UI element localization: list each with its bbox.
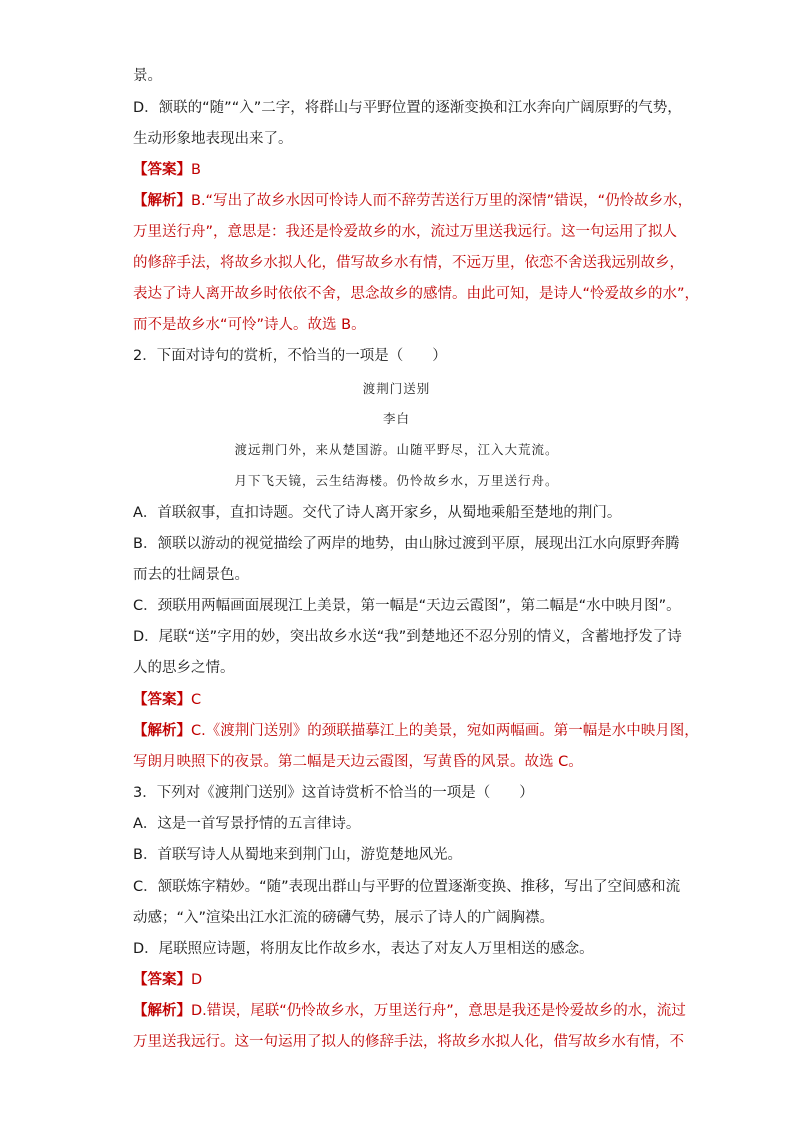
- q1-explanation-line2: 万里送行舟”，意思是：我还是怜爱故乡的水，流过万里送我远行。这一句运用了拟人: [133, 224, 678, 240]
- answer-value: C: [191, 692, 202, 708]
- q1-continuation: 景。: [133, 68, 162, 84]
- poem-line-1: 渡远荆门外，来从楚国游。山随平野尽，江入大荒流。: [234, 442, 559, 457]
- explanation-text: C.《渡荆门送别》的颈联描摹江上的美景，宛如两幅画。第一幅是水中映月图，: [191, 723, 699, 739]
- poem-line-2: 月下飞天镜，云生结海楼。仍怜故乡水，万里送行舟。: [234, 473, 559, 488]
- q3-explanation-line1: [133, 1001, 686, 1021]
- poem-title: 渡荆门送别: [362, 381, 431, 396]
- q2-stem: 2．下面对诗句的赏析，不恰当的一项是（ ）: [133, 348, 447, 364]
- answer-value: B: [191, 162, 201, 178]
- q2-option-d-line2: 人的思乡之情。: [133, 660, 235, 676]
- q1-option-d-line2: 生动形象地表现出来了。: [133, 131, 293, 147]
- q3-explanation-line2: 万里送我远行。这一句运用了拟人的修辞手法，将故乡水拟人化，借写故乡水有情，不: [133, 1034, 684, 1050]
- q2-option-b-line1: B．颔联以游动的视觉描绘了两岸的地势，由山脉过渡到平原，展现出江水向原野奔腾: [133, 536, 680, 552]
- q1-explanation-line4: 表达了诗人离开故乡时依依不舍，思念故乡的感情。由此可知，是诗人“怜爱故乡的水”，: [133, 286, 700, 302]
- q2-option-a: A．首联叙事，直扣诗题。交代了诗人离开家乡，从蜀地乘船至楚地的荆门。: [133, 505, 622, 521]
- explanation-tag: 【解析】: [133, 1003, 191, 1019]
- q2-explanation-line2: 写朗月映照下的夜景。第二幅是天边云霞图，写黄昏的风景。故选 C。: [133, 754, 583, 770]
- q1-answer: [133, 160, 201, 180]
- explanation-text: D.错误，尾联“仍怜故乡水，万里送行舟”，意思是我还是怜爱故乡的水，流过: [191, 1003, 686, 1019]
- q3-option-a: A．这是一首写景抒情的五言律诗。: [133, 816, 361, 832]
- q3-answer: [133, 970, 202, 990]
- q3-option-b: B．首联写诗人从蜀地来到荆门山，游览楚地风光。: [133, 847, 462, 863]
- q3-stem: 3．下列对《渡荆门送别》这首诗赏析不恰当的一项是（ ）: [133, 785, 534, 801]
- q1-explanation-line1: [133, 191, 692, 211]
- answer-tag: 【答案】: [133, 972, 191, 988]
- answer-tag: 【答案】: [133, 692, 191, 708]
- q1-option-d-line1: D．颔联的“随”“入”二字，将群山与平野位置的逐渐变换和江水奔向广阔原野的气势，: [133, 100, 682, 116]
- q1-explanation-line3: 的修辞手法，将故乡水拟人化，借写故乡水有情，不远万里，依恋不舍送我远别故乡，: [133, 255, 684, 271]
- explanation-tag: 【解析】: [133, 723, 191, 739]
- q2-option-b-line2: 而去的壮阔景色。: [133, 567, 249, 583]
- explanation-text: B.“写出了故乡水因可怜诗人而不辞劳苦送行万里的深情”错误，“仍怜故乡水，: [191, 193, 693, 209]
- q2-option-c: C．颈联用两幅画面展现江上美景，第一幅是“天边云霞图”，第二幅是“水中映月图”。: [133, 598, 681, 614]
- q2-explanation-line1: [133, 721, 699, 741]
- q1-explanation-line5: 而不是故乡水“可怜”诗人。故选 B。: [133, 317, 366, 333]
- q2-answer: [133, 690, 201, 710]
- q2-option-d-line1: D．尾联“送”字用的妙，突出故乡水送“我”到楚地还不忍分别的情义，含蓄地抒发了诗: [133, 629, 682, 645]
- q3-option-c-line2: 动感；“入”渲染出江水汇流的磅礴气势，展示了诗人的广阔胸襟。: [133, 910, 555, 926]
- answer-tag: 【答案】: [133, 162, 191, 178]
- explanation-tag: 【解析】: [133, 193, 191, 209]
- q3-option-c-line1: C．颔联炼字精妙。“随”表现出群山与平野的位置逐渐变换、推移，写出了空间感和流: [133, 879, 681, 895]
- poem-author: 李白: [382, 411, 410, 426]
- q3-option-d: D．尾联照应诗题，将朋友比作故乡水，表达了对友人万里相送的感念。: [133, 941, 594, 957]
- answer-value: D: [191, 972, 203, 988]
